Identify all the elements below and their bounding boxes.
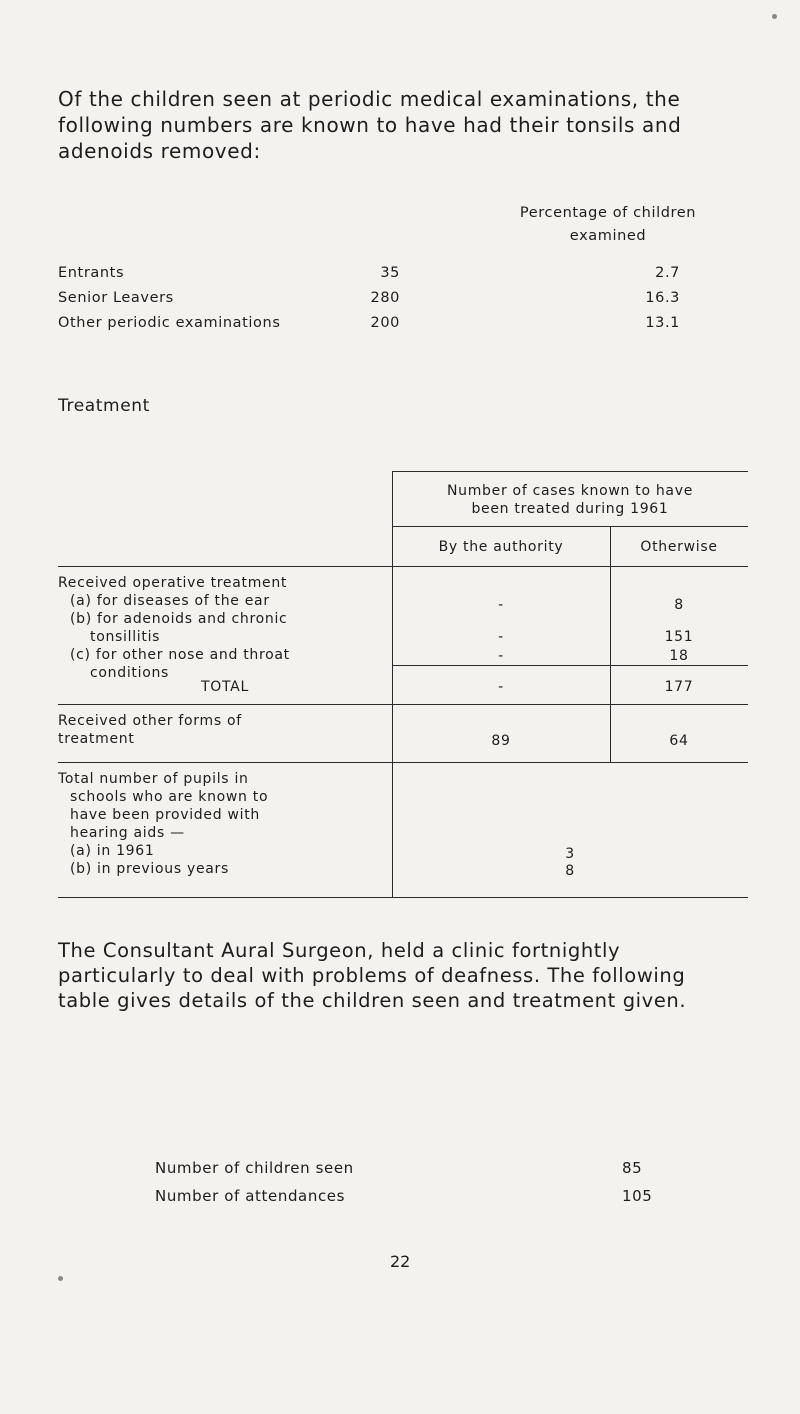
paragraph-line: The Consultant Aural Surgeon, held a clinic fortnightly — [58, 939, 621, 962]
hearing-aids-label-cont: have been provided with — [70, 807, 260, 823]
operative-a-label: (a) for diseases of the ear — [70, 593, 270, 609]
operative-b-authority: - — [498, 629, 504, 645]
tonsils-row-label: Entrants — [58, 265, 125, 281]
attendances-value: 105 — [622, 1187, 653, 1205]
speck — [58, 1276, 63, 1281]
intro-line: Of the children seen at periodic medical examinations, the — [58, 87, 681, 111]
tonsils-row-percentage: 13.1 — [645, 315, 680, 331]
operative-b-otherwise: 151 — [664, 629, 694, 645]
hearing-aids-b-value: 8 — [565, 863, 575, 879]
operative-title: Received operative treatment — [58, 575, 288, 591]
tonsils-row-number: 35 — [380, 265, 400, 281]
tonsils-row-label: Senior Leavers — [58, 290, 174, 306]
intro-line: following numbers are known to have had their tonsils and — [58, 113, 682, 137]
other-forms-label-cont: treatment — [58, 731, 135, 747]
operative-b-label: (b) for adenoids and chronic — [70, 611, 288, 627]
hearing-aids-b-label: (b) in previous years — [70, 861, 230, 877]
children-seen-label: Number of children seen — [155, 1159, 354, 1177]
other-forms-label: Received other forms of — [58, 713, 242, 729]
treatment-heading: Treatment — [58, 396, 150, 416]
operative-c-label: (c) for other nose and throat — [70, 647, 290, 663]
operative-c-otherwise: 18 — [669, 648, 689, 664]
paragraph-line: table gives details of the children seen and treatment given. — [58, 989, 687, 1012]
tonsils-row-number: 200 — [370, 315, 400, 331]
children-seen-value: 85 — [622, 1159, 643, 1177]
tonsils-row-label: Other periodic examinations — [58, 315, 281, 331]
tonsils-row-percentage: 16.3 — [645, 290, 680, 306]
hearing-aids-label: Total number of pupils in — [58, 771, 249, 787]
percentage-header: Percentage of children examined — [519, 205, 697, 244]
total-otherwise: 177 — [664, 679, 694, 695]
operative-c-authority: - — [498, 648, 504, 664]
header-cases: Number of cases known to have been treated during 1961 — [446, 483, 694, 517]
total-authority: - — [498, 679, 504, 695]
other-forms-otherwise: 64 — [669, 733, 689, 749]
page-number: 22 — [390, 1252, 411, 1271]
operative-a-authority: - — [498, 597, 504, 613]
intro-line: adenoids removed: — [58, 139, 261, 163]
header-by-authority: By the authority — [438, 539, 564, 555]
tonsils-row-number: 280 — [370, 290, 400, 306]
speck — [772, 14, 777, 19]
total-label: TOTAL — [201, 679, 249, 695]
operative-a-otherwise: 8 — [674, 597, 684, 613]
attendances-label: Number of attendances — [155, 1187, 346, 1205]
hearing-aids-a-value: 3 — [565, 846, 575, 862]
header-otherwise: Otherwise — [640, 539, 718, 555]
operative-b-label-cont: tonsillitis — [90, 629, 161, 645]
other-forms-authority: 89 — [491, 733, 511, 749]
operative-c-label-cont: conditions — [90, 665, 170, 681]
hearing-aids-label-cont: schools who are known to — [70, 789, 269, 805]
hearing-aids-label-cont: hearing aids — — [70, 825, 185, 841]
tonsils-row-percentage: 2.7 — [655, 265, 680, 281]
paragraph-line: particularly to deal with problems of deafness. The following — [58, 964, 686, 987]
intro-paragraph — [58, 86, 748, 164]
hearing-aids-a-label: (a) in 1961 — [70, 843, 155, 859]
clinic-paragraph — [58, 938, 748, 1013]
